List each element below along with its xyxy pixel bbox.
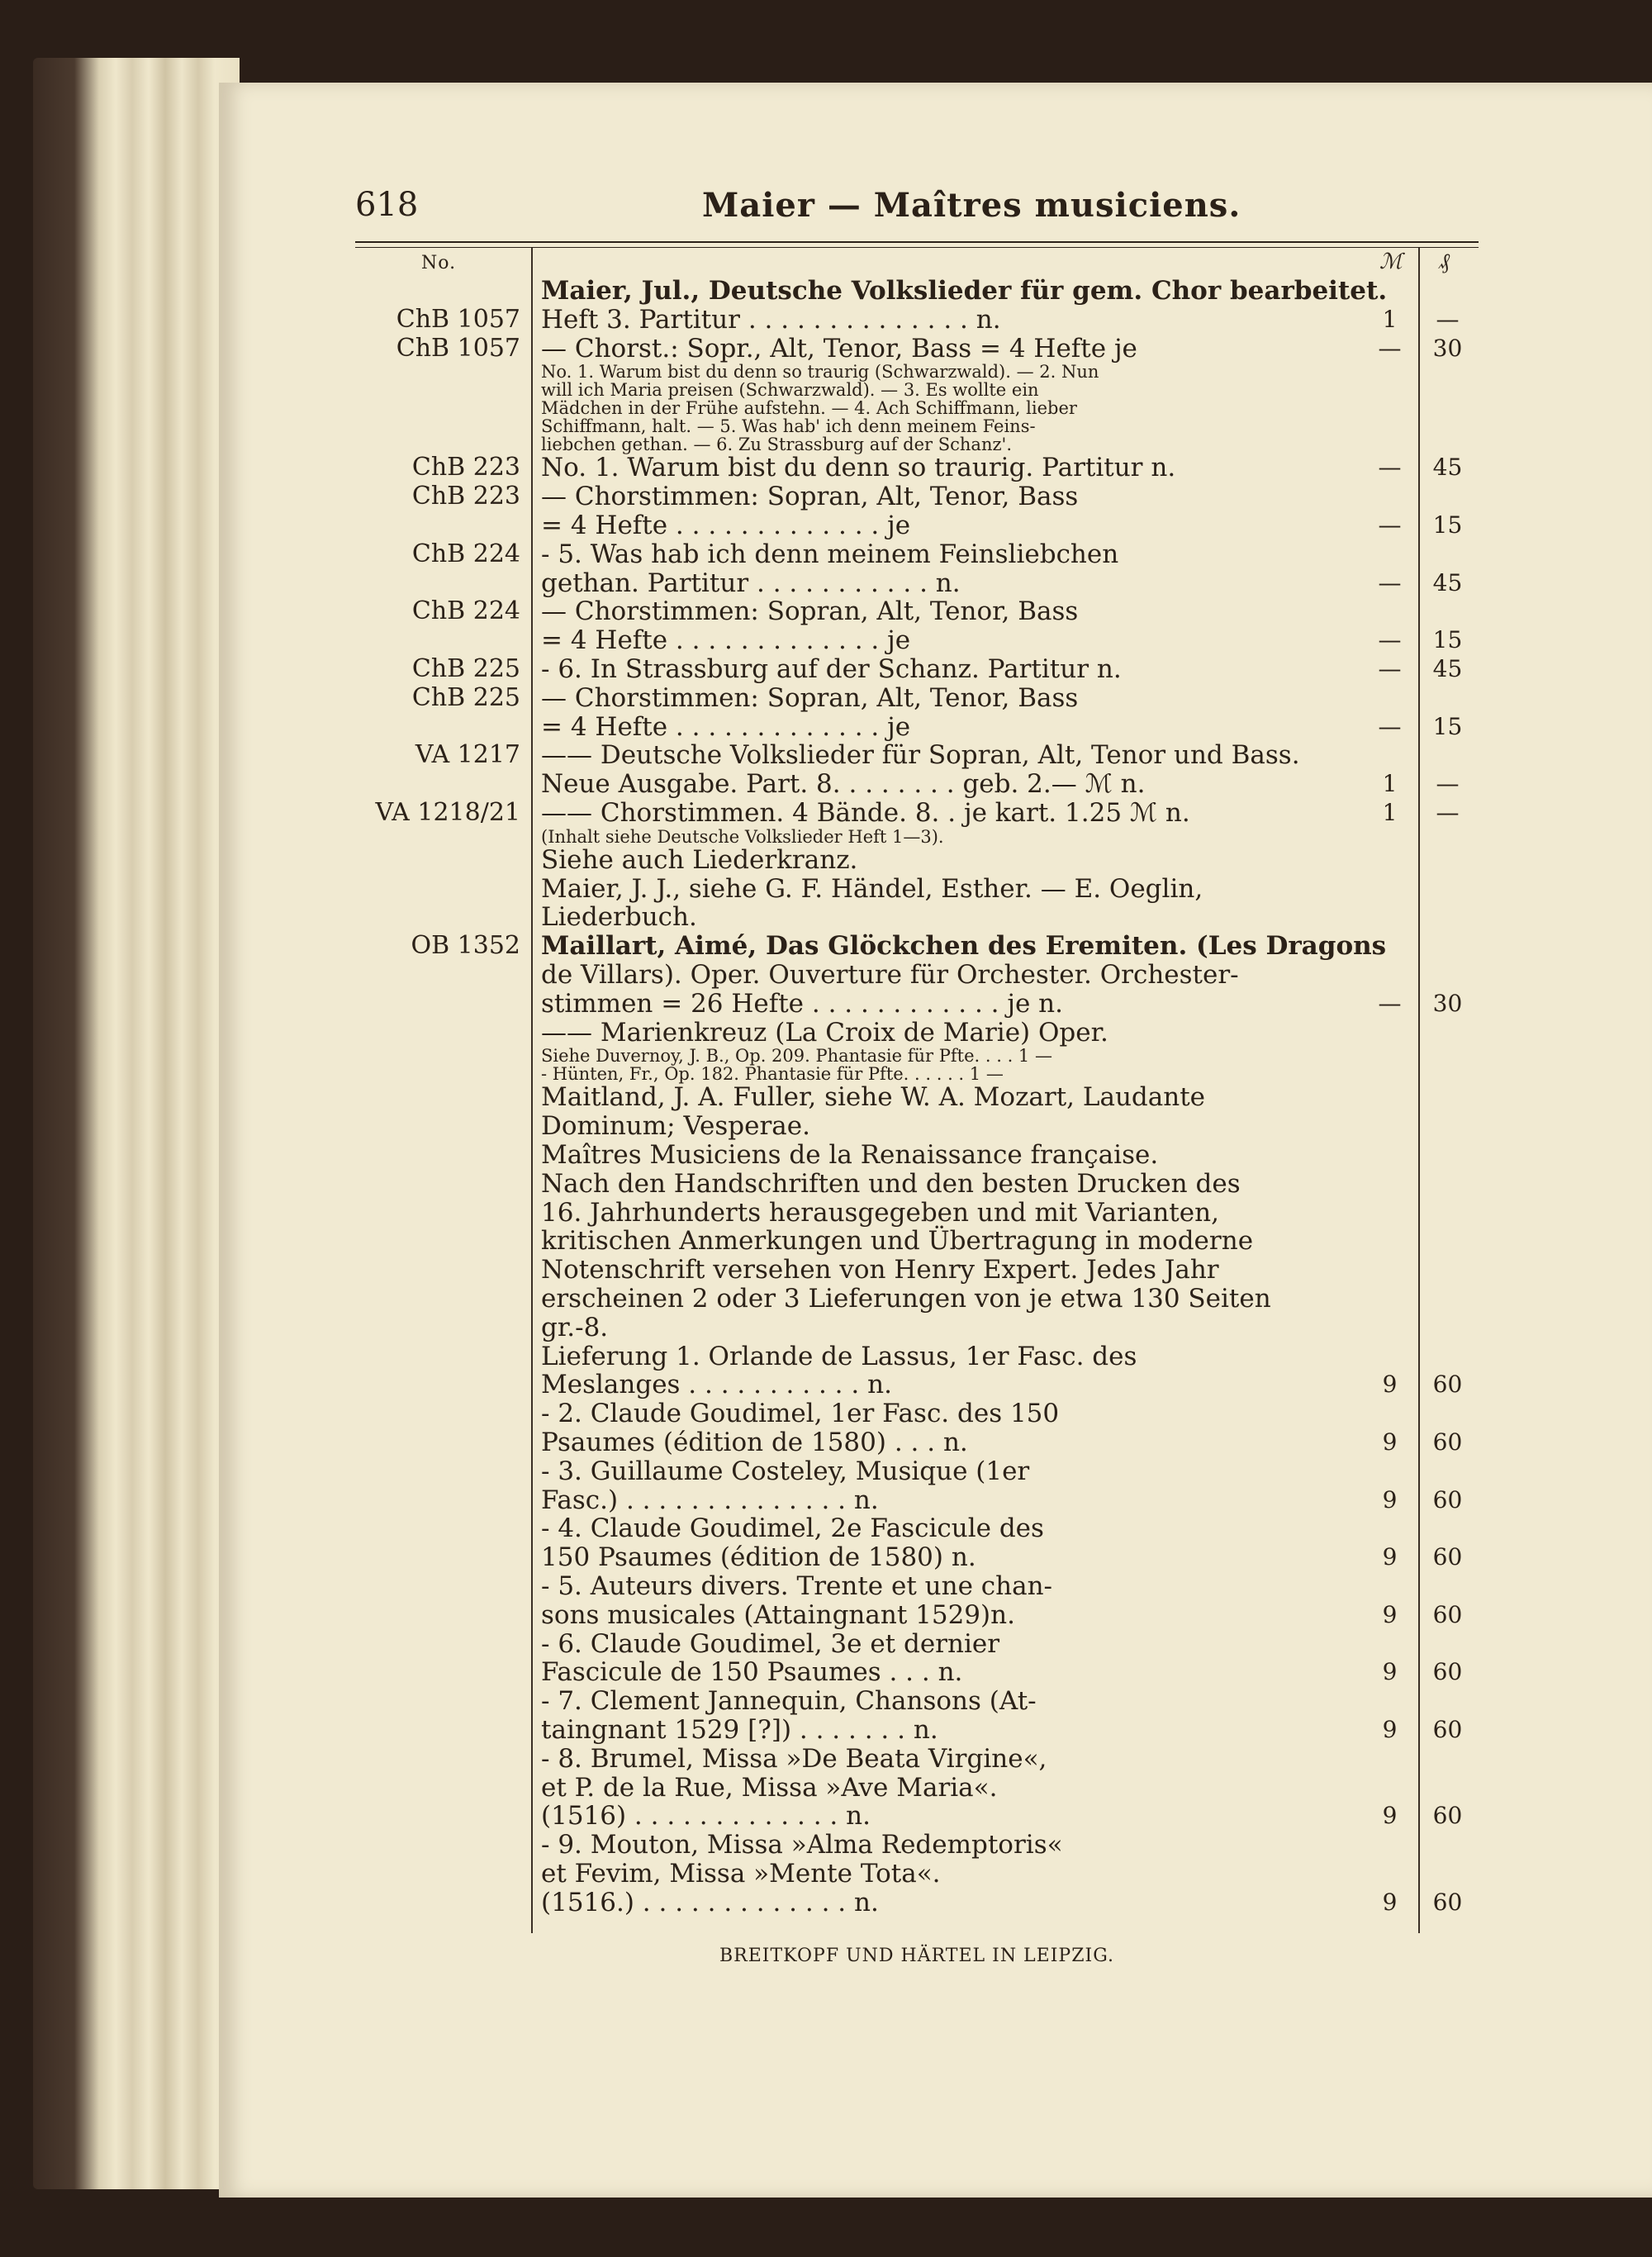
price-pfennig: —: [1436, 799, 1460, 826]
entry-text: Neue Ausgabe. Part. 8. . . . . . . . geb. 2.— ℳ n.: [541, 769, 1146, 800]
price-pfennig: 15: [1432, 511, 1463, 539]
entry-text: —— Deutsche Volkslieder für Sopran, Alt, Tenor und Bass.: [541, 740, 1300, 771]
entry-text: taingnant 1529 [?]) . . . . . . . n.: [541, 1715, 938, 1745]
entry-text: No. 1. Warum bist du denn so traurig. Partitur n.: [541, 453, 1176, 483]
entry-text: = 4 Hefte . . . . . . . . . . . . . je: [541, 511, 911, 540]
price-mark: 9: [1382, 1485, 1398, 1513]
entry-text: Maîtres Musiciens de la Renaissance française.: [541, 1140, 1159, 1170]
price-mark: 9: [1382, 1888, 1398, 1916]
price-pfennig: 15: [1432, 712, 1463, 740]
entry-text: gethan. Partitur . . . . . . . . . . . n.: [541, 568, 961, 598]
price-mark: 9: [1382, 1543, 1398, 1571]
entry-text: — Chorst.: Sopr., Alt, Tenor, Bass = 4 Hefte je: [541, 333, 1137, 363]
page-number: 618: [355, 186, 419, 224]
entry-code: ChB 223: [411, 482, 520, 511]
price-mark: —: [1378, 989, 1402, 1017]
entry-text: = 4 Hefte . . . . . . . . . . . . . je: [541, 711, 911, 742]
entry-text: - Hünten, Fr., Op. 182. Phantasie für Pfte. . . . . . 1 —: [541, 1064, 1004, 1085]
entry-text: gr.-8.: [541, 1312, 609, 1342]
entry-text: Schiffmann, halt. — 5. Was hab' ich denn meinem Feins-: [541, 416, 1036, 437]
entry-text: - 2. Claude Goudimel, 1er Fasc. des 150: [541, 1399, 1060, 1429]
entry-text: Psaumes (édition de 1580) . . . n.: [541, 1428, 968, 1457]
entry-text: Fascicule de 150 Psaumes . . . n.: [541, 1657, 963, 1688]
entry-text: - 3. Guillaume Costeley, Musique (1er: [541, 1456, 1030, 1486]
price-pfennig: 15: [1432, 626, 1463, 654]
running-title: Maier — Maîtres musiciens.: [702, 186, 1241, 225]
entry-code: VA 1218/21: [375, 798, 520, 827]
price-mark: 1: [1382, 799, 1398, 826]
entry-text: erscheinen 2 oder 3 Lieferungen von je etwa 130 Seiten: [541, 1284, 1271, 1314]
price-mark: —: [1378, 655, 1402, 682]
entry-text: - 5. Auteurs divers. Trente et une chan-: [541, 1571, 1053, 1601]
price-pfennig: 60: [1432, 1888, 1463, 1916]
entry-text: - 4. Claude Goudimel, 2e Fascicule des: [541, 1513, 1044, 1544]
entry-text: Dominum; Vesperae.: [541, 1111, 810, 1142]
price-mark: —: [1378, 712, 1402, 740]
price-mark: 9: [1382, 1658, 1398, 1686]
entry-text: Maier, J. J., siehe G. F. Händel, Esther. — E. Oeglin,: [541, 873, 1203, 904]
header-rule: [355, 241, 1479, 243]
entry-text: No. 1. Warum bist du denn so traurig (Schwarzwald). — 2. Nun: [541, 362, 1099, 383]
price-pfennig: 30: [1432, 334, 1463, 362]
publisher-footer: BREITKOPF UND HÄRTEL IN LEIPZIG.: [719, 1946, 1114, 1966]
price-pfennig: —: [1436, 770, 1460, 798]
entry-text: —— Marienkreuz (La Croix de Marie) Oper.: [541, 1017, 1108, 1048]
column-divider-left: [531, 248, 533, 1933]
entry-text: sons musicales (Attaingnant 1529)n.: [541, 1599, 1015, 1630]
price-mark: —: [1378, 454, 1402, 482]
entry-text: kritischen Anmerkungen und Übertragung in moderne: [541, 1226, 1254, 1257]
price-pfennig: 60: [1432, 1658, 1463, 1686]
entry-code: ChB 1057: [396, 333, 520, 363]
entry-text: (1516.) . . . . . . . . . . . . . n.: [541, 1887, 879, 1917]
price-mark: —: [1378, 334, 1402, 362]
entry-text: — Chorstimmen: Sopran, Alt, Tenor, Bass: [541, 682, 1079, 713]
column-head-no: No.: [421, 253, 457, 273]
entry-text: Notenschrift versehen von Henry Expert. Jedes Jahr: [541, 1255, 1219, 1285]
column-head-mark: ℳ: [1379, 249, 1403, 274]
entry-text: — Chorstimmen: Sopran, Alt, Tenor, Bass: [541, 482, 1079, 512]
entry-text: Heft 3. Partitur . . . . . . . . . . . . . . n.: [541, 304, 1001, 335]
price-pfennig: 60: [1432, 1600, 1463, 1628]
entry-text: Maier, Jul., Deutsche Volkslieder für gem. Chor bearbeitet.: [541, 276, 1388, 306]
price-mark: 9: [1382, 1371, 1398, 1399]
price-pfennig: 30: [1432, 989, 1463, 1017]
price-mark: —: [1378, 626, 1402, 654]
price-mark: 9: [1382, 1716, 1398, 1743]
price-mark: —: [1378, 511, 1402, 539]
entry-text: stimmen = 26 Hefte . . . . . . . . . . . . je n.: [541, 988, 1064, 1019]
price-pfennig: 45: [1432, 655, 1463, 682]
header-rule-thin: [355, 247, 1479, 248]
entry-text: Maillart, Aimé, Das Glöckchen des Eremiten. (Les Dragons: [541, 931, 1387, 962]
entry-text: liebchen gethan. — 6. Zu Strassburg auf der Schanz'.: [541, 435, 1012, 455]
price-pfennig: —: [1436, 305, 1460, 333]
entry-text: Siehe auch Liederkranz.: [541, 844, 858, 875]
entry-text: 150 Psaumes (édition de 1580) n.: [541, 1542, 976, 1573]
entry-text: Maitland, J. A. Fuller, siehe W. A. Mozart, Laudante: [541, 1082, 1206, 1113]
entry-text: - 9. Mouton, Missa »Alma Redemptoris«: [541, 1830, 1063, 1860]
entry-text: Lieferung 1. Orlande de Lassus, 1er Fasc. des: [541, 1341, 1137, 1371]
entry-text: — Chorstimmen: Sopran, Alt, Tenor, Bass: [541, 596, 1079, 627]
entry-text: - 8. Brumel, Missa »De Beata Virgine«,: [541, 1743, 1047, 1774]
entry-text: Liederbuch.: [541, 902, 697, 933]
price-pfennig: 60: [1432, 1543, 1463, 1571]
page-header: [355, 186, 1479, 235]
entry-text: —— Chorstimmen. 4 Bände. 8. . je kart. 1.25 ℳ n.: [541, 798, 1190, 828]
entry-text: Fasc.) . . . . . . . . . . . . . . n.: [541, 1485, 879, 1515]
price-pfennig: 60: [1432, 1371, 1463, 1399]
entry-text: et Fevim, Missa »Mente Tota«.: [541, 1859, 941, 1889]
entry-code: ChB 1057: [396, 304, 520, 334]
entry-text: (Inhalt siehe Deutsche Volkslieder Heft 1—3).: [541, 826, 944, 847]
price-pfennig: 60: [1432, 1802, 1463, 1830]
entry-code: OB 1352: [411, 931, 520, 961]
price-mark: 9: [1382, 1600, 1398, 1628]
price-mark: 9: [1382, 1428, 1398, 1456]
price-pfennig: 60: [1432, 1716, 1463, 1743]
entry-text: Nach den Handschriften und den besten Drucken des: [541, 1168, 1241, 1199]
entry-text: - 5. Was hab ich denn meinem Feinsliebchen: [541, 539, 1119, 569]
entry-code: ChB 225: [411, 654, 520, 683]
price-mark: 9: [1382, 1802, 1398, 1830]
entry-text: will ich Maria preisen (Schwarzwald). — 3. Es wollte ein: [541, 380, 1039, 401]
price-mark: 1: [1382, 770, 1398, 798]
price-pfennig: 45: [1432, 454, 1463, 482]
entry-text: Meslanges . . . . . . . . . . . n.: [541, 1370, 892, 1400]
entry-text: et P. de la Rue, Missa »Ave Maria«.: [541, 1772, 998, 1803]
column-head-pfennig: ₰: [1439, 249, 1450, 274]
entry-code: ChB 224: [411, 596, 520, 626]
price-pfennig: 60: [1432, 1485, 1463, 1513]
entry-text: de Villars). Oper. Ouverture für Orchester. Orchester-: [541, 960, 1239, 990]
entry-code: ChB 223: [411, 453, 520, 482]
entry-text: Mädchen in der Frühe aufstehn. — 4. Ach Schiffmann, lieber: [541, 398, 1077, 419]
entry-code: ChB 225: [411, 682, 520, 712]
entry-text: - 6. Claude Goudimel, 3e et dernier: [541, 1628, 1000, 1659]
book-page-edges: [33, 58, 240, 2189]
entry-text: - 6. In Strassburg auf der Schanz. Partitur n.: [541, 654, 1122, 684]
entry-text: Siehe Duvernoy, J. B., Op. 209. Phantasie für Pfte. . . . 1 —: [541, 1046, 1052, 1067]
price-pfennig: 60: [1432, 1428, 1463, 1456]
price-pfennig: 45: [1432, 568, 1463, 596]
entry-code: ChB 224: [411, 539, 520, 568]
price-mark: 1: [1382, 305, 1398, 333]
entry-text: - 7. Clement Jannequin, Chansons (At-: [541, 1686, 1037, 1717]
column-divider-right: [1418, 248, 1420, 1933]
entry-text: 16. Jahrhunderts herausgegeben und mit Varianten,: [541, 1197, 1219, 1228]
entry-text: = 4 Hefte . . . . . . . . . . . . . je: [541, 625, 911, 656]
entry-text: (1516) . . . . . . . . . . . . . n.: [541, 1801, 871, 1832]
price-mark: —: [1378, 568, 1402, 596]
entry-code: VA 1217: [415, 740, 520, 770]
